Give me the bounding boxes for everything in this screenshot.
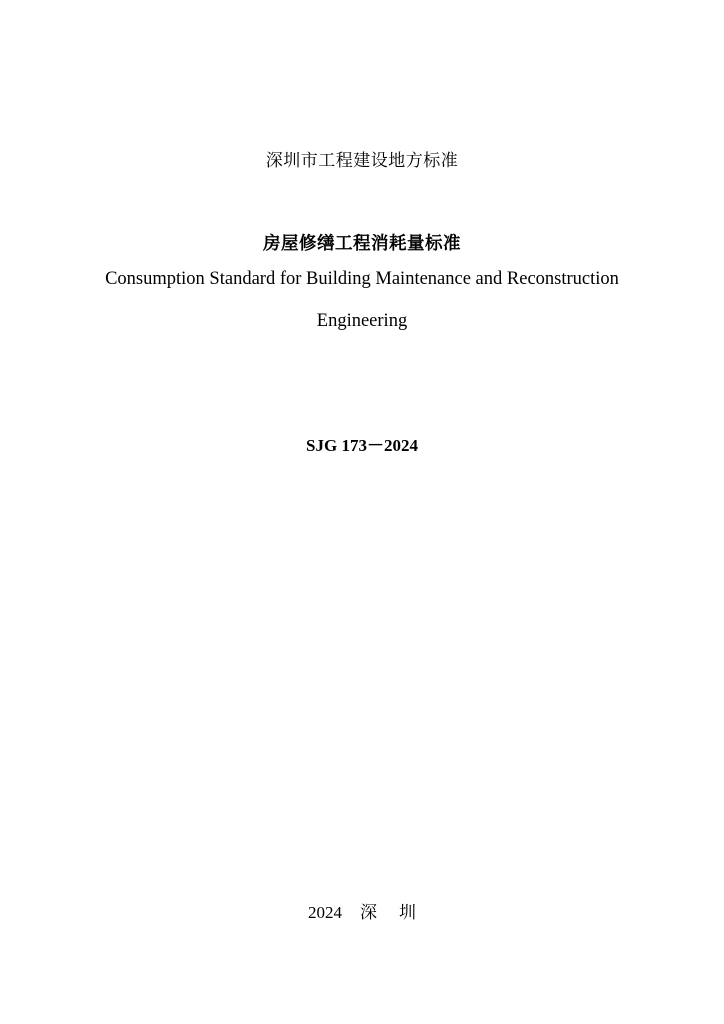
- standard-code: SJG 173－2024: [306, 436, 418, 455]
- standard-series-title: 深圳市工程建设地方标准: [265, 151, 459, 171]
- publication-place-char2: 圳: [399, 903, 416, 923]
- document-title-chinese: 房屋修缮工程消耗量标准: [263, 234, 461, 254]
- publication-year: 2024: [308, 903, 342, 922]
- document-title-english-line2: Engineering: [316, 311, 408, 331]
- document-title-english-line1: Consumption Standard for Building Maintenance and Reconstruction: [105, 269, 619, 289]
- publication-place-char1: 深: [360, 903, 377, 923]
- publication-footer: [0, 898, 724, 923]
